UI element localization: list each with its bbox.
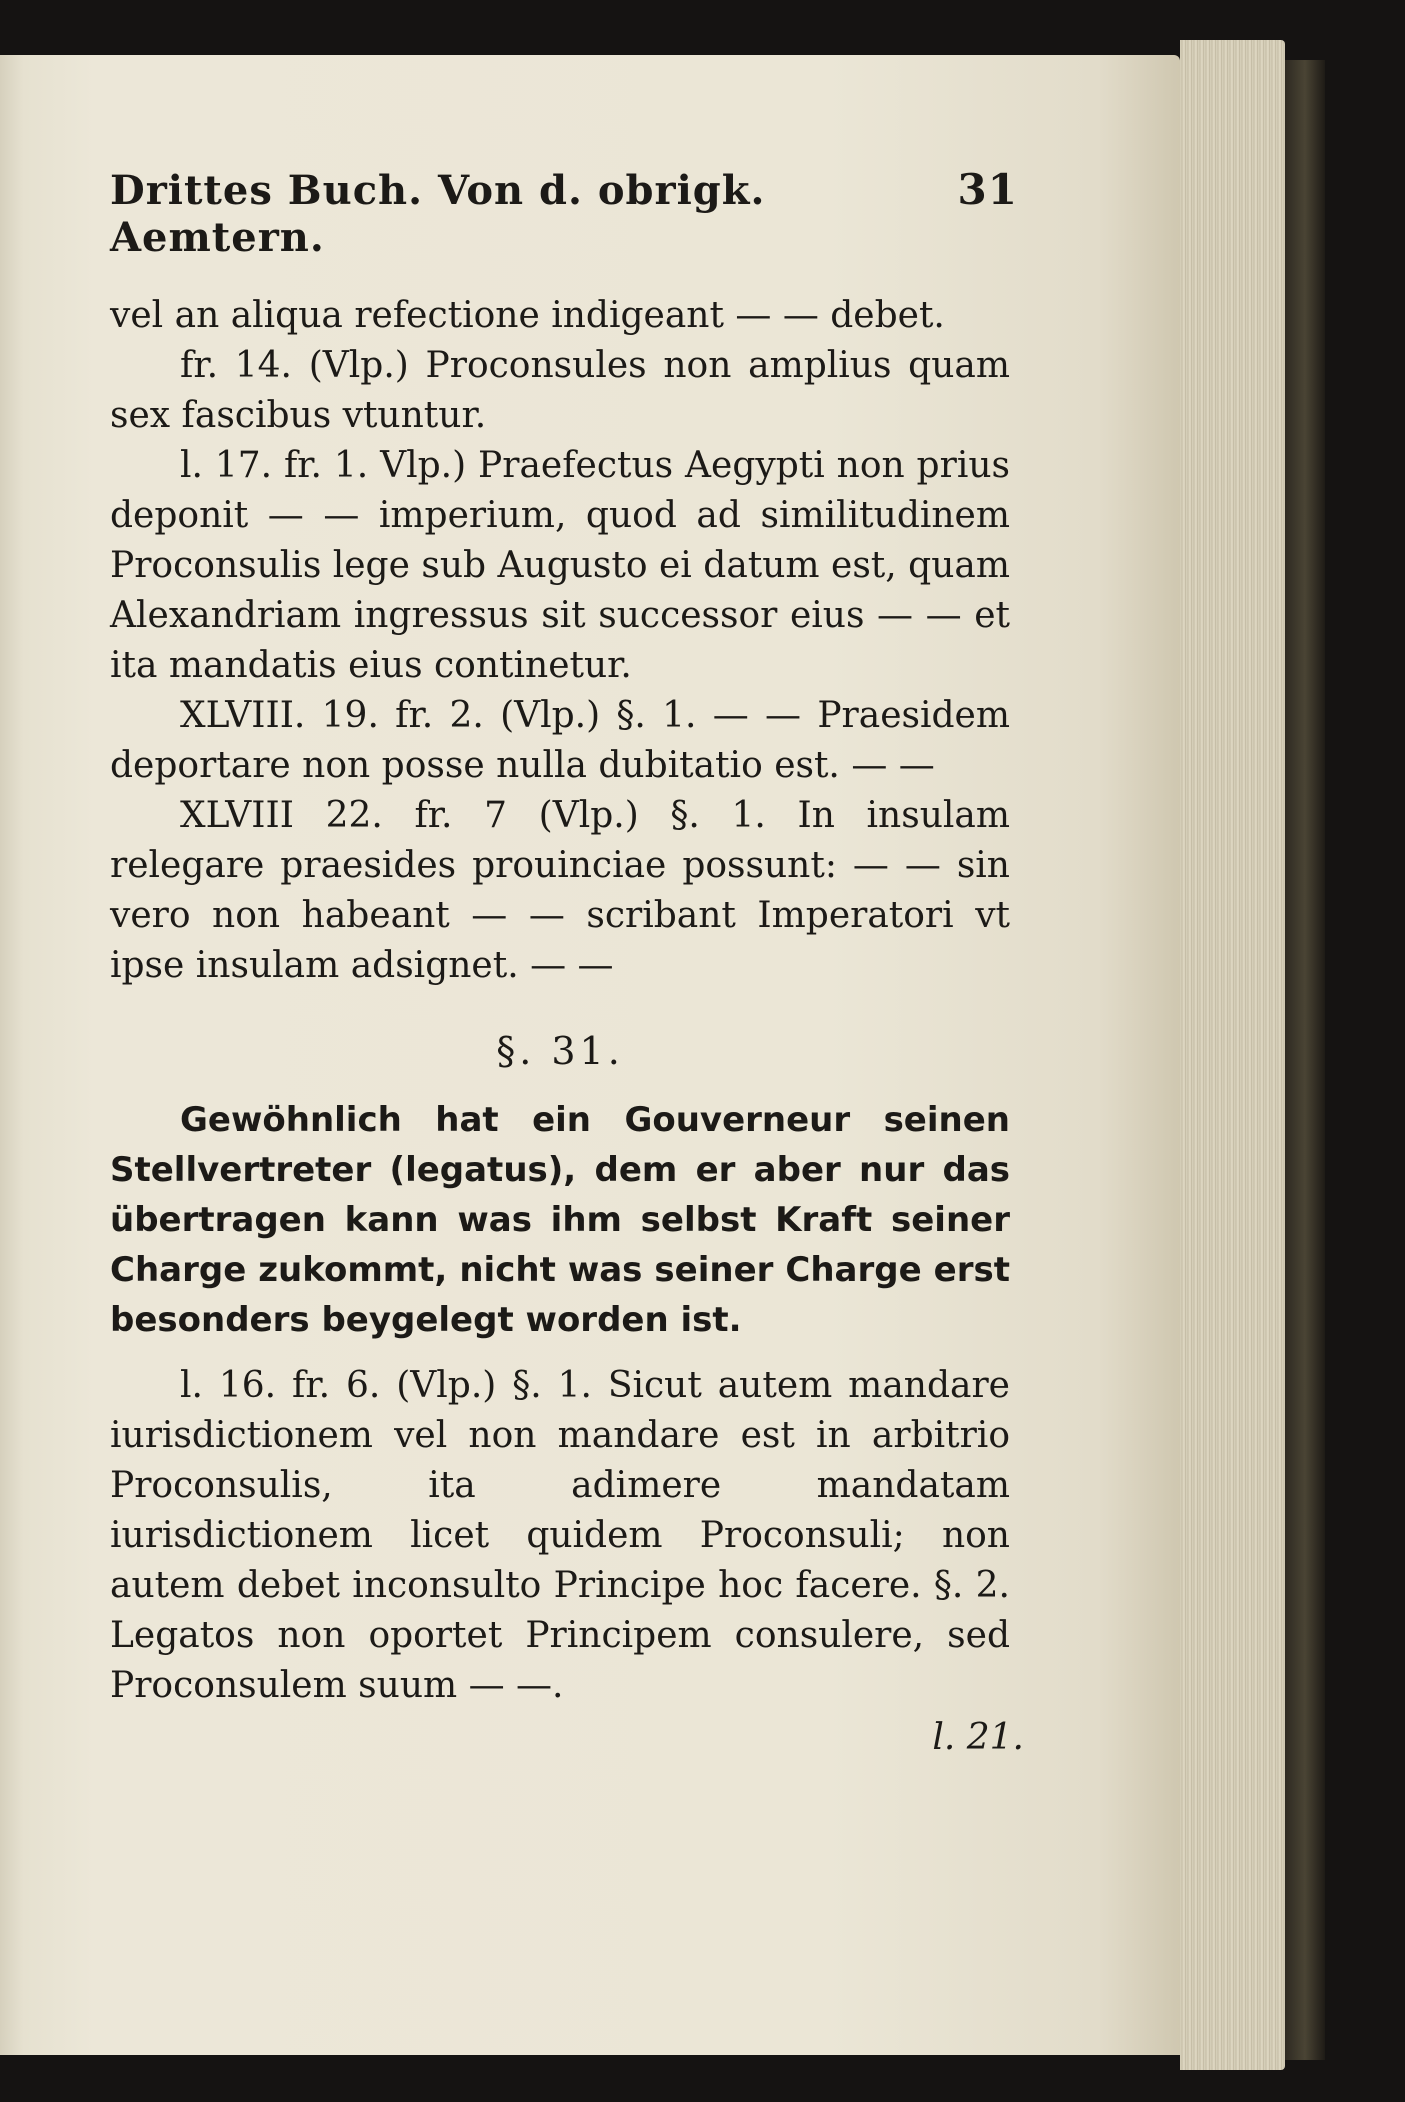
latin-paragraph: l. 17. fr. 1. Vlp.) Praefectus Aegypti non prius deponit — — imperium, quod ad similitudinem Proconsulis lege sub Augusto ei datum est, quam Alexandriam ingressus sit successor eius — — et ita mandatis eius continetur. (110, 445, 1010, 686)
catchword: l. 21. (932, 1717, 1024, 1758)
latin-citations-2 (110, 1361, 1010, 1711)
section-heading: §. 31. (496, 1029, 624, 1073)
running-header (110, 165, 1018, 261)
book-spine (1285, 60, 1325, 2060)
german-paragraph: Gewöhnlich hat ein Gouverneur seinen Stellvertreter (legatus), dem er aber nur das übertragen kann was ihm selbst Kraft seiner Charge zukommt, nicht was seiner Charge erst besonders beygelegt worden ist. (110, 1100, 1010, 1340)
text-block (110, 165, 1024, 1758)
german-text (110, 1095, 1010, 1345)
latin-paragraph: l. 16. fr. 6. (Vlp.) §. 1. Sicut autem mandare iurisdictionem vel non mandare est in arbitrio Proconsulis, ita adimere mandatam iurisdictionem licet quidem Proconsuli; non autem debet inconsulto Principe hoc facere. §. 2. Legatos non oportet Principem consulere, sed Proconsulem suum — —. (110, 1365, 1010, 1706)
latin-citations (110, 291, 1010, 991)
page-number: 31 (957, 165, 1018, 214)
latin-paragraph: XLVIII. 19. fr. 2. (Vlp.) §. 1. — — Praesidem deportare non posse nulla dubitatio est. — — (110, 695, 1010, 786)
latin-paragraph: vel an aliqua refectione indigeant — — debet. (110, 295, 945, 336)
running-title: Drittes Buch. Von d. obrigk. Aemtern. (110, 167, 766, 261)
page-edges (1180, 40, 1285, 2070)
latin-paragraph: XLVIII 22. fr. 7 (Vlp.) §. 1. In insulam relegare praesides prouinciae possunt: — — sin vero non habeant — — scribant Imperatori vt ipse insulam adsignet. — — (110, 795, 1010, 986)
latin-paragraph: fr. 14. (Vlp.) Proconsules non amplius quam sex fascibus vtuntur. (110, 345, 1010, 436)
